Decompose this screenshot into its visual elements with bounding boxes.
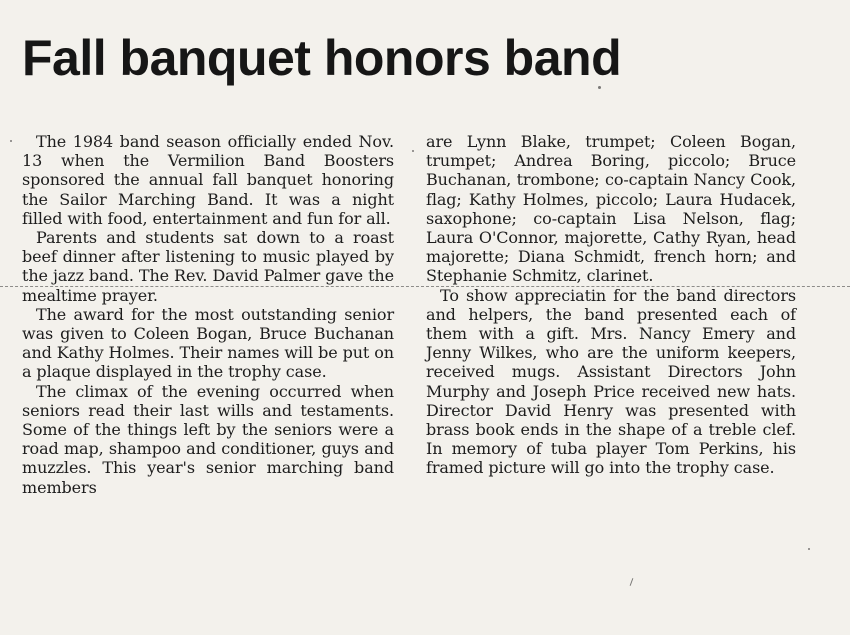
right-column xyxy=(426,132,796,478)
left-column xyxy=(22,132,394,497)
print-speck xyxy=(630,578,634,586)
print-speck xyxy=(808,548,810,550)
right-paragraph-1: are Lynn Blake, trumpet; Coleen Bogan, trumpet; Andrea Boring, piccolo; Bruce Buchanan, trombone; co-captain Nancy Cook, flag; Kathy Holmes, piccolo; Laura Hudacek, saxophone; co-captain Lisa Nelson, flag; Laura O'Connor, majorette, Cathy Ryan, head majorette; Diana Schmidt, french horn; and Stephanie Schmitz, clarinet. xyxy=(426,132,796,286)
left-paragraph-3: The award for the most outstanding senior was given to Coleen Bogan, Bruce Buchanan and Kathy Holmes. Their names will be put on a plaque displayed in the trophy case. xyxy=(22,304,394,382)
left-paragraph-1: The 1984 band season officially ended Nov. 13 when the Vermilion Band Boosters sponsored the annual fall banquet honoring the Sailor Marching Band. It was a night filled with food, entertainment and fun for all. xyxy=(22,132,394,228)
print-speck xyxy=(10,140,12,142)
print-speck xyxy=(412,150,414,152)
headline: Fall banquet honors band xyxy=(22,30,622,86)
left-paragraph-2: Parents and students sat down to a roast beef dinner after listening to music played by the jazz band. The Rev. David Palmer gave the mealtime prayer. xyxy=(22,228,394,305)
left-paragraph-4: The climax of the evening occurred when seniors read their last wills and testaments. Some of the things left by the seniors were a road map, shampoo and conditioner, guys and muzzles. This year's senior marching band members xyxy=(22,381,394,497)
right-paragraph-2: To show appreciatin for the band directors and helpers, the band presented each of them with a gift. Mrs. Nancy Emery and Jenny Wilkes, who are the uniform keepers, received mugs. Assistant Directors John Murphy and Joseph Price received new hats. Director David Henry was presented with brass book ends in the shape of a treble clef. In memory of tuba player Tom Perkins, his framed picture will go into the trophy case. xyxy=(426,285,796,478)
fold-line xyxy=(0,286,850,287)
print-speck xyxy=(598,86,601,89)
